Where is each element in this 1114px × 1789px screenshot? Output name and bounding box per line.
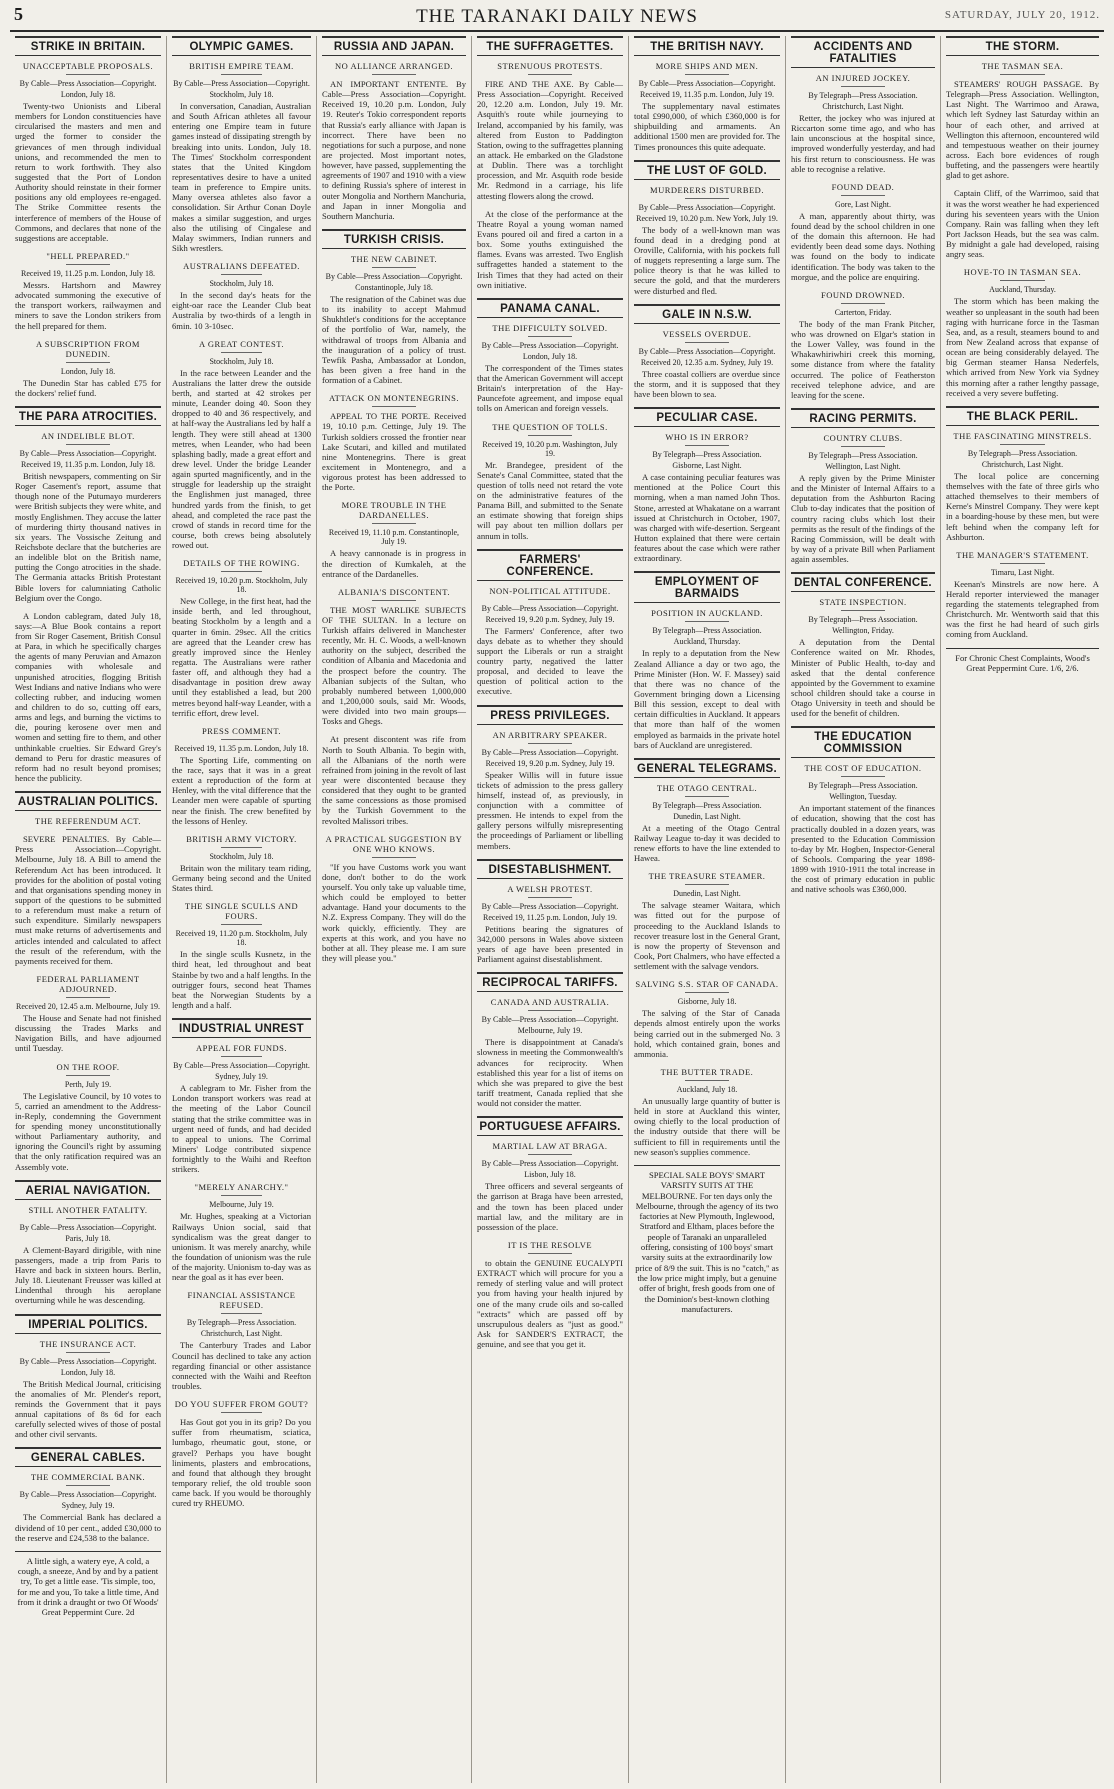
article-byline: By Cable—Press Association—Copyright. — [481, 340, 619, 350]
article-subheading: POSITION IN AUCKLAND. — [634, 608, 780, 622]
article-subheading: A WELSH PROTEST. — [477, 884, 623, 898]
article-byline: By Cable—Press Association—Copyright. — [173, 1061, 310, 1071]
article-dateline: Gisborne, Last Night. — [672, 461, 742, 471]
article-body: A reply given by the Prime Minister and the Minister of Internal Affairs to a deputation from the Ashburton Racing Club to-day indicates that the position of country racing clubs which lost their permits as the result of the findings of the Racing Commission, will be dealt with by way of a private Bill when Parliament again assembles. — [791, 472, 935, 565]
column-6 — [785, 36, 940, 1783]
article — [477, 298, 623, 414]
article-body: Mr. Brandegee, president of the Senate's Canal Committee, stated that the question of tolls need not retard the vote on the administrative features of the Panama Bill, and submitted to the Senate an estimate showing that foreign ships will pay about ten million dollars per annum in tolls. — [477, 459, 623, 541]
article-body: A man, apparently about thirty, was found dead by the school children in one of the domain this afternoon. He had evidently been dead some days. Nothing was found on the body to indicate identification. The body was taken to the morgue, and the police are enquiring. — [791, 210, 935, 282]
article-dateline: Timaru, Last Night. — [990, 567, 1055, 577]
article — [172, 1018, 311, 1174]
article-dateline: Constantinople, July 18. — [355, 282, 433, 292]
article-headline: GENERAL TELEGRAMS. — [634, 758, 780, 778]
article-body: FIRE AND THE AXE. By Cable—Press Association—Copyright. Received 20, 12.20 a.m. London, July 19. Mr. Asquith's route while journeying to Ireland, accompanied by his family, was altered from Euston to Paddington Station, owing to the suffragettes planning an attack. He embarked on the Gladstone at Dublin. There was a torchlight procession, and Mr. Asquith rode beside Mr. Redmond in a carriage, his life attesting flowers along the crowd. — [477, 79, 623, 201]
article-body: Messrs. Hartshorn and Mawrey advocated summoning the executive of the transport workers, railwaymen and miners to save the London strikers from the hell prepared for them. — [15, 279, 161, 331]
article — [791, 572, 935, 718]
article — [15, 791, 161, 966]
article — [322, 734, 466, 825]
article-subheading: THE INSURANCE ACT. — [15, 1339, 161, 1353]
article — [322, 587, 466, 727]
article-dateline: Auckland, Thursday. — [989, 285, 1056, 295]
article-byline: By Telegraph—Press Association. — [808, 91, 918, 100]
article-body: In reply to a deputation from the New Zealand Alliance a day or two ago, the Prime Minister (Hon. W. F. Massey) said that there was no chance of the Government bringing down a Licensing Bill this session, except to deal with certain difficulties in Auckland. It appears that more than half of the women employed as barmaids in the private hotel bars of Auckland are unregistered. — [634, 648, 780, 750]
article-subheading: THE COST OF EDUCATION. — [791, 763, 935, 777]
article-body: The local police are concerning themselves with the fate of three girls who attached themselves to their members of Kerne's Minstrel Company. They were kept in a boarding-house by these men, but were left behind when the company left for Ashburton. — [946, 470, 1099, 542]
article-body: Twenty-two Unionists and Liberal members for London constituencies have circularised the masters and men and urged the former to consider the grievances of men through individual unions, and recommended the men to return to work forthwith. They also suggested that the Port of London Authority should reinstate in their former positions any old employees re-engaged. The Strike Committee resents the interference of members of the House of Commons, and declares that none of the suggestions are acceptable. — [15, 101, 161, 243]
article-body: APPEAL TO THE PORTE. Received 19, 10.10 p.m. Cettinge, July 19. The Turkish soldiers crossed the frontier near Lake Scutari, and killed and mutilated nine Montenegrins. There is great excitement in Montenegro, and a vigorous protest has been addressed to the Porte. — [322, 411, 466, 493]
article-headline: THE PARA ATROCITIES. — [15, 406, 161, 426]
article — [322, 36, 466, 221]
article-body: A London cablegram, dated July 18, says:—A Blue Book contains a report from Sir Roger Casement, British Consul at Para, in which he specifically charges the agents of many Peruvian and Amazon companies with wholesale and unpunished atrocities, flogging British West Indians and native Indians who were collecting rubber, and inducing women and children to do so, cutting off ears, arms and legs, and burning the victims to die, pouring kerosene over men and women and setting fire to them, and other unthinkable cruelties. Sir Edward Grey's demand to Peru for drastic measures of reform had no result beyond promises; hence the publicity. — [15, 610, 161, 784]
article-dateline: Christchurch, Last Night. — [200, 1329, 283, 1339]
article-body: In the second day's heats for the eight-oar race the Leander Club beat Australia by two-thirds of a length in 6min. 10 3-10sec. — [172, 290, 311, 331]
article-body: The salvage steamer Waitara, which was fitted out for the purpose of proceeding to the Auckland Islands to recover treasure lost in the General Grant, is now the property of Stevenson and Cook, Port Chalmers, who have effected a settlement with the salvage vendors. — [634, 900, 780, 972]
column-7 — [940, 36, 1104, 1783]
article-dateline: Christchurch, Last Night. — [822, 102, 904, 111]
article — [946, 267, 1099, 397]
article-headline: FARMERS' CONFERENCE. — [477, 549, 623, 581]
article-byline: By Telegraph—Press Association. — [186, 1318, 297, 1328]
article-dateline: Stockholm, July 18. — [209, 90, 274, 99]
article-subheading: A PRACTICAL SUGGESTION BY ONE WHO KNOWS. — [322, 834, 466, 858]
article — [791, 408, 935, 564]
article-body: The body of a well-known man was found dead in a dredging pond at Oroville, California, with his pockets full of nuggets representing a large sum. The police theory is that he was killed to secure the gold, and that the murderers were disturbed and fled. — [634, 224, 780, 296]
article-byline: By Cable—Press Association—Copyright. — [481, 901, 619, 911]
article-subheading: PRESS COMMENT. — [172, 726, 311, 740]
article-body: The British Medical Journal, criticising the anomalies of Mr. Plender's report, reminds the Government that it pays annual capitations of 8s 6d for each carefully selected wives of those of postal and other civil servants. — [15, 1378, 161, 1440]
article — [15, 611, 161, 783]
article — [634, 160, 780, 296]
article — [634, 758, 780, 864]
article — [634, 1067, 780, 1157]
article — [791, 290, 935, 400]
article-subheading: SALVING S.S. STAR OF CANADA. — [634, 979, 780, 993]
article-headline: AERIAL NAVIGATION. — [15, 1180, 161, 1200]
article-body: The Canterbury Trades and Labor Council has declined to take any action regarding financial or other assistance connected with the Waihi and Reefton troubles. — [172, 1340, 311, 1391]
article-subheading: UNACCEPTABLE PROPOSALS. — [15, 61, 161, 75]
article-dateline: Stockholm, July 18. — [209, 851, 274, 861]
article-headline: PANAMA CANAL. — [477, 298, 623, 318]
article-dateline: Gisborne, July 18. — [677, 997, 737, 1007]
article-body: Retter, the jockey who was injured at Riccarton some time ago, and who has lain unconscious at the hospital since, improved wonderfully yesterday, and had his first return to consciousness. He was able to recognise a relative. — [791, 113, 935, 174]
article — [477, 1240, 623, 1349]
article-dateline: Received 19, 10.20 p.m. Washington, July 19. — [482, 439, 618, 458]
article-byline: By Telegraph—Press Association. — [808, 450, 918, 460]
article — [15, 1062, 161, 1172]
article-subheading: BRITISH EMPIRE TEAM. — [172, 61, 311, 75]
article-headline: AUSTRALIAN POLITICS. — [15, 791, 161, 811]
article-body: The salving of the Star of Canada depends almost entirely upon the works being carried out in the submerged No. 3 hold, which contained grain, bones and ammonia. — [634, 1008, 780, 1059]
article — [15, 1447, 161, 1542]
article-body: The House and Senate had not finished discussing the Trades Marks and Navigation Bills, and have adjourned until Tuesday. — [15, 1013, 161, 1054]
article-dateline: Received 19, 11.10 p.m. Constantinople, July 19. — [328, 528, 460, 547]
article-subheading: THE TREASURE STEAMER. — [634, 871, 780, 885]
article-subheading: NO ALLIANCE ARRANGED. — [322, 61, 466, 75]
article-body: The Legislative Council, by 10 votes to 5, carried an amendment to the Address-in-Reply, condemning the Government for spending money unconstitutionally without Parliamentary authority, and ignoring the Council's right by assuming that the only ratification required was an Assembly vote. — [15, 1090, 161, 1172]
article — [477, 549, 623, 697]
article-byline: By Telegraph—Press Association. — [652, 800, 762, 810]
article-headline: INDUSTRIAL UNREST — [172, 1018, 311, 1038]
article-headline: THE STORM. — [946, 36, 1099, 56]
article-dateline: Received 19, 11.35 p.m. London, July 18. — [21, 459, 155, 469]
article — [15, 251, 161, 331]
article-body: A heavy cannonade is in progress in the direction of Kumkaleh, at the entrance of the Dardanelles. — [322, 548, 466, 579]
article-byline: By Cable—Press Association—Copyright. — [638, 202, 776, 212]
article-dateline: Received 19, 11.20 p.m. Stockholm, July 18. — [175, 929, 308, 948]
article-body: Speaker Willis will in future issue tickets of admission to the press gallery himself, instead of, as previously, in conjunction with a committee of pressmen. He intends to expel from the gallery persons wilfully misrepresenting the proceedings of Parliament or libelling members. — [477, 769, 623, 851]
article-dateline: Wellington, Tuesday. — [829, 792, 897, 802]
article — [172, 1399, 311, 1508]
article-headline: DENTAL CONFERENCE. — [791, 572, 935, 592]
article-headline: STRIKE IN BRITAIN. — [15, 36, 161, 56]
article-dateline: Received 19, 10.20 p.m. New York, July 19. — [636, 213, 778, 223]
article-headline: ACCIDENTS AND FATALITIES — [791, 36, 935, 68]
article-body: British newspapers, commenting on Sir Roger Casement's report, assume that though none of the Putumayo murderers were British subjects they were white, and mostly Englishmen. They accuse the latter of murdering thirty thousand natives in six years. The Vossische Zeitung and Reichsbote declare that the butcheries are an indelible blot on the British name, putting the Congo atrocities in the shade. The Germania attacks British Protestant Bible lovers for calumniating Catholic Belgium over the Congo. — [15, 470, 161, 603]
article-body: Three officers and several sergeants of the garrison at Braga have been arrested, and the town has been placed under martial law, and the military are in possession of the place. — [477, 1181, 623, 1232]
article — [172, 1290, 311, 1391]
article-headline: THE LUST OF GOLD. — [634, 160, 780, 180]
article-body: The Sporting Life, commenting on the race, says that it was in a great extent a reproduction of the form at Henley, with the vital difference that the Leander men were capable of spurting near the finish. The crew benefited by the lessons of Henley. — [172, 754, 311, 826]
article-dateline: Stockholm, July 18. — [209, 279, 274, 289]
article — [172, 339, 311, 551]
article — [172, 36, 311, 253]
article-body: Mr. Hughes, speaking at a Victorian Railways Union social, said that syndicalism was the great danger to unionism. It was merely anarchy, while the foundation of unionism was the rule of the majority. Unionism to-day was as near the goal as it has ever been. — [172, 1211, 311, 1283]
article-dateline: Christchurch, Last Night. — [981, 459, 1064, 469]
article-headline: RACING PERMITS. — [791, 408, 935, 428]
article — [322, 834, 466, 963]
newspaper-title: THE TARANAKI DAILY NEWS — [416, 6, 698, 27]
article-subheading: THE REFERENDUM ACT. — [15, 816, 161, 830]
article-subheading: WHO IS IN ERROR? — [634, 432, 780, 446]
article-subheading: STILL ANOTHER FATALITY. — [15, 1205, 161, 1219]
article-subheading: NON-POLITICAL ATTITUDE. — [477, 586, 623, 600]
article — [15, 974, 161, 1054]
article — [172, 726, 311, 826]
article-subheading: STATE INSPECTION. — [791, 597, 935, 611]
column-2 — [166, 36, 316, 1783]
article-dateline: Received 19, 11.35 p.m. London, July 19. — [640, 90, 774, 99]
article-body: There is disappointment at Canada's slowness in meeting the Commonwealth's advances for reciprocity. When established this year for a list of items on which she was prepared to give the best tariff treatment, Canada replied that she would not consider the matter. — [477, 1037, 623, 1109]
article-subheading: THE BUTTER TRADE. — [634, 1067, 780, 1081]
article-subheading: A SUBSCRIPTION FROM DUNEDIN. — [15, 339, 161, 363]
column-4 — [471, 36, 628, 1783]
article-subheading: MORE TROUBLE IN THE DARDANELLES. — [322, 500, 466, 524]
article-body: An unusually large quantity of butter is held in store at Auckland this winter, owing chiefly to the local production of the industry outside that there will be sufficient to fill in requirements until the new season's supplies commence. — [634, 1096, 780, 1157]
article-body: A case containing peculiar features was mentioned at the Police Court this morning, when a man named John Thos. Stone, arrested at Whakatane on a warrant issued at Christchurch in October, 1907, was charged with wife-desertion. Sergeant Hutton explained that there were certain features about the case which were rather extraordinary. — [634, 472, 780, 564]
article-subheading: FINANCIAL ASSISTANCE REFUSED. — [172, 1290, 311, 1314]
article-body: AN IMPORTANT ENTENTE. By Cable—Press Association—Copyright. Received 19, 10.20 p.m. London, July 19. Reuter's Tokio correspondent reports that Russia's early alliance with Japan is incorrect. There have been no negotiations for such a purpose, and none are projected. Most important notes, however, have passed, supplementing the agreements of 1907 and 1910 with a view to defining Russia's sphere of interest in outer Mongolia and Northern Manchuria, and Japan in inner Mongolia and Southern Manchuria. — [322, 79, 466, 221]
article-subheading: A GREAT CONTEST. — [172, 339, 311, 353]
article-subheading: FOUND DEAD. — [791, 182, 935, 196]
article-dateline: Received 20, 12.35 a.m. Sydney, July 19. — [640, 357, 774, 367]
article-dateline: Melbourne, July 19. — [517, 1026, 583, 1036]
article-headline: TURKISH CRISIS. — [322, 229, 466, 249]
article-dateline: Gore, Last Night. — [835, 199, 891, 209]
article-dateline: London, July 18. — [60, 90, 116, 99]
article-subheading: DO YOU SUFFER FROM GOUT? — [172, 1399, 311, 1413]
article-headline: PORTUGUESE AFFAIRS. — [477, 1116, 623, 1136]
article — [791, 36, 935, 174]
article-byline: By Cable—Press Association—Copyright. — [638, 79, 776, 88]
article — [477, 209, 623, 290]
article-subheading: COUNTRY CLUBS. — [791, 433, 935, 447]
article-dateline: Dunedin, Last Night. — [673, 889, 741, 899]
article-body: Has Gout got you in its grip? Do you suffer from rheumatism, sciatica, lumbago, rheumatic gout, stone, or gravel? Perhaps you have bought liniments, plasters and embrocations, and found that although they brought temporary relief, the old trouble soon came back. If you would be thoroughly cured try RHEUMO. — [172, 1417, 311, 1509]
article-dateline: Carterton, Friday. — [834, 307, 892, 317]
article — [634, 979, 780, 1059]
article-dateline: Auckland, July 18. — [676, 1085, 738, 1095]
article — [15, 1180, 161, 1306]
article-subheading: ON THE ROOF. — [15, 1062, 161, 1076]
article-byline: By Cable—Press Association—Copyright. — [19, 1356, 157, 1366]
article-dateline: Dunedin, Last Night. — [673, 811, 741, 821]
article-dateline: London, July 18. — [60, 366, 116, 376]
article-body: A cablegram to Mr. Fisher from the London transport workers was read at the meeting of the Labor Council stating that the strike committee was in urgent need of funds, and had decided to appeal to unions. The Corrimal Miners' Lodge contributed sixpence fortnightly to the Waihi and Reefton strikers. — [172, 1083, 311, 1175]
article-subheading: VESSELS OVERDUE. — [634, 329, 780, 343]
article-body: THE MOST WARLIKE SUBJECTS OF THE SULTAN. In a lecture on Turkish affairs delivered in Manchester recently, Mr. H. C. Woods, a well-known authority on the subject, described the condition of Albania and Macedonia and the prospect before the country. The Albanian subjects of the Sultan, who probably numbered between 1,000,000 and 1,200,000 souls, said Mr. Woods, were divided into two main groups—Tosks and Ghegs. — [322, 604, 466, 727]
article-dateline: Lisbon, July 18. — [524, 1170, 576, 1180]
article-body: The Commercial Bank has declared a dividend of 10 per cent., added £30,000 to the reserve and £24,538 to the balance. — [15, 1512, 161, 1543]
article-headline: THE BLACK PERIL. — [946, 406, 1099, 426]
article-subheading: "MERELY ANARCHY." — [172, 1182, 311, 1196]
article-body: The Dunedin Star has cabled £75 for the dockers' relief fund. — [15, 377, 161, 398]
article-byline: By Cable—Press Association—Copyright. — [481, 603, 619, 613]
article-headline: THE BRITISH NAVY. — [634, 36, 780, 56]
article-subheading: APPEAL FOR FUNDS. — [172, 1043, 311, 1057]
article-subheading: IT IS THE RESOLVE — [477, 1240, 623, 1254]
column-5 — [628, 36, 785, 1783]
article-headline: RUSSIA AND JAPAN. — [322, 36, 466, 56]
article-dateline: Sydney, July 19. — [215, 1072, 268, 1082]
article — [172, 834, 311, 893]
article-byline: By Cable—Press Association—Copyright. — [325, 271, 463, 281]
column-1 — [10, 36, 166, 1783]
article-dateline: Received 19, 9.20 p.m. Sydney, July 19. — [485, 614, 615, 624]
article-dateline: Auckland, Thursday. — [673, 637, 741, 647]
article — [15, 406, 161, 603]
article-subheading: AN INDELIBLE BLOT. — [15, 431, 161, 445]
article — [15, 1314, 161, 1440]
article-body: STEAMERS' ROUGH PASSAGE. By Telegraph—Press Association. Wellington, Last Night. The Warrimoo and Arawa, which left Sydney last Saturday within an hour of each other, and arrived at Wellington this afternoon, encountered wild and tempestuous weather on their journey across. Each bore evidences of rough buffeting, and the passengers were heartily glad to get ashore. — [946, 79, 1099, 181]
article-body: In the race between Leander and the Australians the latter drew the outside berth, and started at 42 strokes per minute, Leander doing 40. Soon they dropped to 40 and 36 respectively, and at half-way the Australians led by half a length. They were still ahead at 1300 metres, when Leander, who had been splashing badly, made a great effort and drew level. Under the bridge Leander again spurted magnificently, and in the struggle for leadership up the straight the Englishmen just managed, three hundred yards from the finish, to get ahead, and completed the race past the crowd of stands in record time for the course, both crews being absolutely rowed out. — [172, 367, 311, 551]
article-byline: By Cable—Press Association—Copyright. — [173, 79, 310, 88]
article-byline: By Telegraph—Press Association. — [652, 450, 762, 460]
article — [322, 393, 466, 492]
article-dateline: London, July 18. — [522, 351, 578, 361]
article-headline: RECIPROCAL TARIFFS. — [477, 972, 623, 992]
article — [322, 500, 466, 578]
article-headline: DISESTABLISHMENT. — [477, 859, 623, 879]
article — [477, 705, 623, 851]
article-body: At the close of the performance at the Theatre Royal a young woman named Evans poured oil and fired a carton in a box. Some youths extinguished the flames. Evans was arrested. Two English suffragettes handed a statement to the Irish Times that they had acted on their own initiative. — [477, 208, 623, 290]
article-body: New College, in the first heat, had the inside berth, and led throughout, beating Stockholm by a length and a quarter in 6min. 29sec. All the critics are agreed that the Leander crew has greatly improved since the Henley regatta. The Australians were rather faster off, and although they had a disadvantage in position drew away until they established a lead, but 200 metres beyond half-way Leander, with a terrific effort, drew level. — [172, 596, 311, 718]
article-subheading: FOUND DROWNED. — [791, 290, 935, 304]
article-byline: By Cable—Press Association—Copyright. — [481, 1015, 619, 1025]
article-subheading: THE COMMERCIAL BANK. — [15, 1472, 161, 1486]
article-dateline: Paris, July 18. — [65, 1233, 111, 1243]
article-subheading: MARTIAL LAW AT BRAGA. — [477, 1141, 623, 1155]
article-subheading: ATTACK ON MONTENEGRINS. — [322, 393, 466, 407]
article-body: The supplementary naval estimates total £990,000, of which £360,000 is for shipbuilding and armaments. An additional 1500 men are provided for. The Times pronounces this quite adequate. — [634, 101, 780, 152]
article-dateline: Received 20, 12.45 a.m. Melbourne, July 19. — [16, 1002, 160, 1011]
article-subheading: THE FASCINATING MINSTRELS. — [946, 431, 1099, 445]
article-body: Petitions bearing the signatures of 342,000 persons in Wales above sixteen years of age have been presented in Parliament against disestablishment. — [477, 923, 623, 965]
article-subheading: DETAILS OF THE ROWING. — [172, 558, 311, 572]
article — [634, 36, 780, 152]
article-byline: By Cable—Press Association—Copyright. — [19, 1222, 157, 1232]
article-subheading: BRITISH ARMY VICTORY. — [172, 834, 311, 848]
article-body: Captain Cliff, of the Warrimoo, said that it was the worst weather he had experienced during his seventeen years with the Union Company. Rain was falling when they left Port Jackson Heads, but the sea was calm. By midnight a gale had developed, raising angry seas. — [946, 188, 1099, 260]
article — [634, 407, 780, 563]
article — [172, 261, 311, 331]
article-headline: THE SUFFRAGETTES. — [477, 36, 623, 56]
article-subheading: "HELL PREPARED." — [15, 251, 161, 265]
article — [477, 1116, 623, 1232]
article-dateline: Received 19, 11.25 p.m. London, July 19. — [483, 912, 617, 922]
article-dateline: Received 19, 11.25 p.m. London, July 18. — [21, 268, 155, 278]
advertisement: For Chronic Chest Complaints, Wood's Great Peppermint Cure. 1/6, 2/6. — [946, 648, 1099, 674]
article-headline: PECULIAR CASE. — [634, 407, 780, 427]
article-byline: By Cable—Press Association—Copyright. — [19, 1490, 157, 1500]
article-subheading: THE SINGLE SCULLS AND FOURS. — [172, 901, 311, 925]
page-number: 5 — [14, 4, 23, 24]
advertisement: A little sigh, a watery eye, A cold, a cough, a sneeze, And by and by a patient try, To get a little ease. 'Tis simple, too, for me and you, To take a little time, And from it drink a draught or two Of Woods' Great Peppermint Cure. 2d — [15, 1551, 161, 1618]
article-subheading: AUSTRALIANS DEFEATED. — [172, 261, 311, 275]
article-byline: By Cable—Press Association—Copyright. — [19, 448, 157, 458]
article-headline: PRESS PRIVILEGES. — [477, 705, 623, 725]
article-byline: By Telegraph—Press Association. — [808, 781, 918, 791]
article — [477, 36, 623, 201]
article-body: In the single sculls Kusnetz, in the third heat, led throughout and beat Stainbe by two and a half lengths. In the outrigger fours, second heat Thames beat the Norwegian Students by a length and a half. — [172, 949, 311, 1010]
article-subheading: THE QUESTION OF TOLLS. — [477, 422, 623, 436]
article-headline: GENERAL CABLES. — [15, 1447, 161, 1467]
article-headline: EMPLOYMENT OF BARMAIDS — [634, 571, 780, 603]
column-3 — [316, 36, 471, 1783]
advertisement: SPECIAL SALE BOYS' SMART VARSITY SUITS AT THE MELBOURNE. For ten days only the Melbourne, through the agency of its two factories at New Plymouth, Inglewood, Stratford and Eltham, places before the people of Taranaki an unparalleled offering, consisting of 100 boys' smart varsity suits at the extraordinarily low price of 8/9 the suit. This is no "catch," as the low price might imply, but a genuine offer of bright, fresh goods from one of the Dominion's best-known clothing manufacturers. — [634, 1165, 780, 1314]
article-subheading: THE OTAGO CENTRAL. — [634, 783, 780, 797]
masthead — [10, 4, 1104, 32]
article-dateline: Received 19, 9.20 p.m. Sydney, July 19. — [485, 758, 615, 768]
article-body: A deputation from the Dental Conference waited on Mr. Rhodes, Minister of Public Health, to-day and asked that the dental conference appointed by the Government to examine school children should take a course in Otago University in teeth and should be used for the benefit of children. — [791, 637, 935, 719]
article-body: "If you have Customs work you want done, don't bother to do the work yourself. You only take up valuable time, which could be employed to better advantage. Hand your documents to the N.Z. Express Company. They will do the work quickly, efficiently. They are experts at this work, and you have no bother at all. They please me. I am sure they will please you." — [322, 861, 466, 963]
article — [634, 571, 780, 749]
article-byline: By Cable—Press Association—Copyright. — [638, 346, 776, 356]
article — [634, 304, 780, 399]
article-byline: By Cable—Press Association—Copyright. — [481, 747, 619, 757]
article — [172, 1182, 311, 1282]
article — [791, 182, 935, 282]
article-subheading: THE NEW CABINET. — [322, 254, 466, 268]
article-body: The body of the man Frank Pitcher, who was drowned on Elgar's station in the Lower Valley, was found in the Whakawhiriwhiri creek this morning, some distance from where the fatality occurred. The police of Featherston received telephone advice, and are leaving for the scene. — [791, 318, 935, 400]
article-dateline: Perth, July 19. — [64, 1079, 112, 1089]
article-subheading: THE MANAGER'S STATEMENT. — [946, 550, 1099, 564]
article-headline: OLYMPIC GAMES. — [172, 36, 311, 56]
article-byline: By Cable—Press Association—Copyright. — [481, 1159, 619, 1169]
article-headline: IMPERIAL POLITICS. — [15, 1314, 161, 1334]
article — [322, 229, 466, 385]
article-dateline: London, July 18. — [60, 1367, 116, 1377]
article-subheading: AN INJURED JOCKEY. — [791, 73, 935, 87]
article — [634, 871, 780, 971]
article-byline: By Telegraph—Press Association. — [967, 448, 1078, 458]
article-subheading: AN ARBITRARY SPEAKER. — [477, 730, 623, 744]
article-dateline: Stockholm, July 18. — [209, 356, 274, 366]
article-byline: By Cable—Press Association—Copyright. — [19, 79, 157, 88]
article-body: A Clement-Bayard dirigible, with nine passengers, made a trip from Paris to Havre and back in sixteen hours. Berlin, July 18. Lieutenant Freusser was killed at Lindenthal through his aeroplane overturning while he was descending. — [15, 1244, 161, 1306]
article — [15, 339, 161, 398]
article-body: An important statement of the finances of education, showing that the cost has practically doubled in a dozen years, was presented to the Education Commission to-day by Mr. Hogben, Inspector-General of Schools. Comparing the year 1898-1899 with 1910-1911 the total increase in the cost of primary education in public and native schools was £360,000. — [791, 803, 935, 895]
article-byline: By Telegraph—Press Association. — [652, 626, 762, 636]
article-subheading: FEDERAL PARLIAMENT ADJOURNED. — [15, 974, 161, 998]
article-dateline: Received 19, 11.35 p.m. London, July 18. — [174, 743, 309, 753]
article — [172, 558, 311, 718]
article-body: At present discontent was rife from North to South Albania. To begin with, all the Albanians of the north were refrained from joining in the revolt of last year were discontented because they considered that they ought to be granted the same concessions as those promised by the Turkish Government to the revolted Malissori tribes. — [322, 734, 466, 826]
article — [946, 550, 1099, 640]
article-body: to obtain the GENUINE EUCALYPTI EXTRACT which will procure for you a remedy of sterling value and will protect you from having your health injured by one of the many crude oils and so-called "extracts" which are passed off by unscrupulous dealers as "just as good." Ask for SANDER'S EXTRACT, the genuine, and see that you get it. — [477, 1258, 623, 1350]
article-subheading: MORE SHIPS AND MEN. — [634, 61, 780, 75]
article-dateline: Received 19, 10.20 p.m. Stockholm, July 18. — [175, 576, 308, 595]
article-dateline: Sydney, July 19. — [61, 1501, 115, 1511]
article-body: The correspondent of the Times states that the American Government will accept Britain's interpretation of the Hay-Pauncefote agreement, and impose equal tolls on American and foreign vessels. — [477, 362, 623, 414]
article — [477, 972, 623, 1108]
article — [15, 36, 161, 243]
article-subheading: CANADA AND AUSTRALIA. — [477, 997, 623, 1011]
article-dateline: Wellington, Friday. — [832, 626, 894, 636]
article — [172, 901, 311, 1010]
article-headline: GALE IN N.S.W. — [634, 304, 780, 324]
article-dateline: Melbourne, July 19. — [209, 1200, 274, 1210]
article-subheading: STRENUOUS PROTESTS. — [477, 61, 623, 75]
article-body: The storm which has been making the weather so unpleasant in the south had been raging with hurricane force in the Tasman Sea, and, as a result, steamers bound to and from New Zealand across that expanse of ocean are being considerably delayed. The big German steamer Hansa Nederfels, which arrived from New York via Sydney this morning after a rather lengthy passage, received a very severe buffeting. — [946, 296, 1099, 398]
article-body: Keenan's Minstrels are now here. A Herald reporter interviewed the manager regarding the statements telegraphed from Christchurch. Mr. Wentworth said that this was the first he had heard of such girls coming from Auckland. — [946, 578, 1099, 640]
article-body: In conversation, Canadian, Australian and South African athletes all favour entering one Empire team in future games instead of dissipating strength by breaking into units. London, July 18. The Times' Stockholm correspondent states that the United Kingdom representatives desire to have a united team in preference to Empire units. Many oversea athletes also favor a consolidation. Sir Arthur Conan Doyle makes a similar suggestion, and urges also the utilising of Cingalese and Malay swimmers, Indian runners and Sikh wrestlers. — [172, 101, 311, 253]
article-body: The Farmers' Conference, after two days debate as to whether they should support the Liberals or run a straight country party, negatived the latter proposal, and decided to leave the question of political action to the executive. — [477, 625, 623, 697]
article — [946, 36, 1099, 180]
article-dateline: Wellington, Last Night. — [825, 461, 901, 471]
article-subheading: THE TASMAN SEA. — [946, 61, 1099, 75]
article — [477, 422, 623, 541]
article-body: At a meeting of the Otago Central Railway League to-day it was decided to renew efforts to have the line extended to Hawea. — [634, 822, 780, 864]
article — [946, 406, 1099, 542]
article-subheading: MURDERERS DISTURBED. — [634, 185, 780, 199]
article-headline: THE EDUCATION COMMISSION — [791, 726, 935, 758]
article — [946, 188, 1099, 259]
article-body: The resignation of the Cabinet was due to its inability to accept Mahmud Shukhtlet's conditions for the acceptance of the portfolio of War, namely, the withdrawal of troops from Albania and the inauguration of a policy of trust. Tewfik Pasha, Ambassador at London, has been given a free hand in the formation of a Cabinet. — [322, 293, 466, 386]
issue-date: SATURDAY, JULY 20, 1912. — [944, 9, 1100, 21]
article-subheading: THE DIFFICULTY SOLVED. — [477, 323, 623, 337]
article-subheading: HOVE-TO IN TASMAN SEA. — [946, 267, 1099, 281]
article-body: Three coastal colliers are overdue since the storm, and it is supposed that they have been blown to sea. — [634, 368, 780, 399]
article — [477, 859, 623, 965]
article-body: Britain won the military team riding, Germany being second and the United States third. — [172, 862, 311, 894]
article-body: SEVERE PENALTIES. By Cable—Press Association—Copyright. Melbourne, July 18. A Bill to amend the Referendum Act has been introduced. It provides for the abolition of postal voting and that organisations spending money in support of the questions to be submitted to a referendum must make a return of such expenditure. Similarly newspapers must make returns of advertisements and articles intended and calculated to affect the result of the referendum, with the payments received for them. — [15, 834, 161, 966]
article — [791, 726, 935, 894]
article-subheading: ALBANIA'S DISCONTENT. — [322, 587, 466, 601]
article-byline: By Telegraph—Press Association. — [808, 615, 918, 625]
